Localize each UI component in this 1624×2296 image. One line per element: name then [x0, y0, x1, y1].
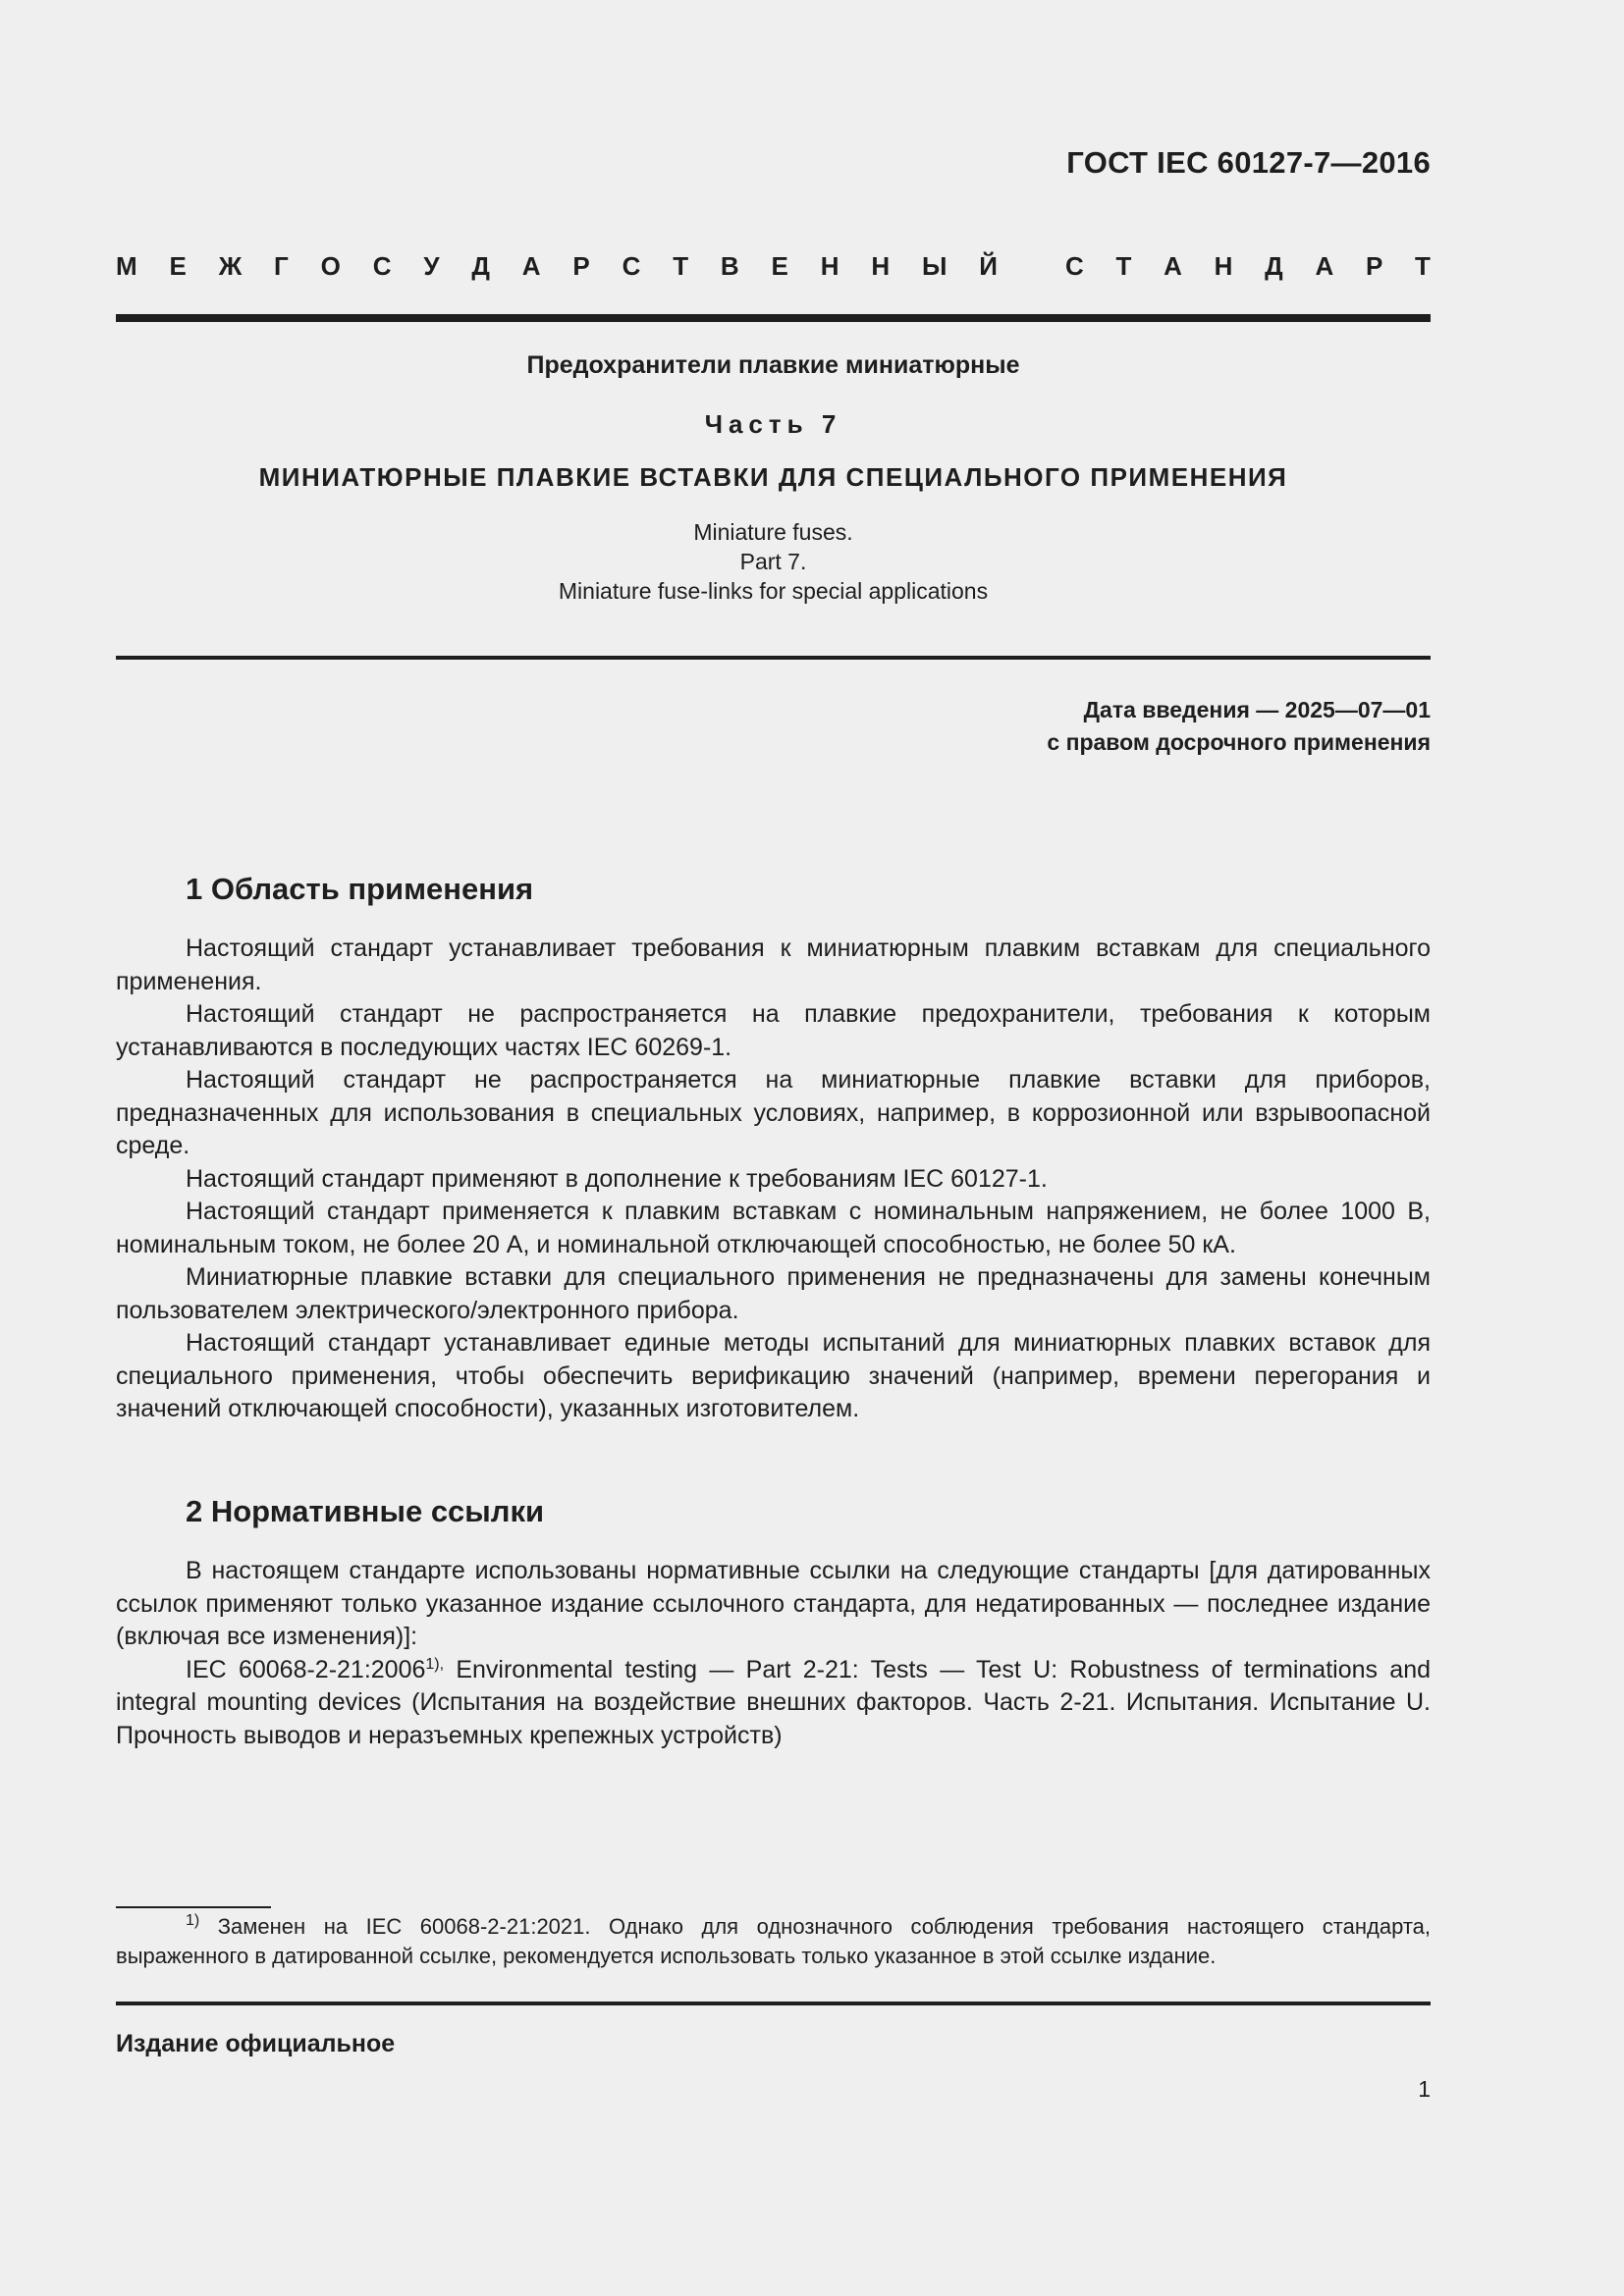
section-body-references: [116, 1555, 1431, 1752]
part-title: МИНИАТЮРНЫЕ ПЛАВКИЕ ВСТАВКИ ДЛЯ СПЕЦИАЛЬНОГО ПРИМЕНЕНИЯ: [258, 462, 1288, 492]
footnote-marker: 1): [186, 1912, 200, 1929]
footnote: [116, 1912, 1431, 1971]
official-edition-label: Издание официальное: [116, 2030, 396, 2057]
banner-letter: Е: [771, 251, 788, 281]
document-title: Предохранители плавкие миниатюрные: [526, 351, 1020, 379]
english-title-line: Miniature fuses.: [693, 519, 853, 545]
banner-letter: Р: [572, 251, 590, 281]
title-divider: [116, 656, 1431, 660]
banner-letter: О: [320, 251, 341, 281]
header-divider: [116, 314, 1431, 322]
part-label: Часть 7: [704, 409, 842, 439]
banner-letter: М: [116, 251, 137, 281]
banner-letter: Г: [274, 251, 289, 281]
paragraph: Настоящий стандарт применяется к плавким вставкам с номинальным напряжением, не более 1000 В, номинальным током, не более 20 А, и номинальной отключающей способностью, не более 50 кА.: [116, 1198, 1431, 1258]
banner-letter: Е: [169, 251, 187, 281]
paragraph: Настоящий стандарт не распространяется на плавкие предохранители, требования к которым устанавливаются в последующих частях IEC 60269-1.: [116, 1000, 1431, 1061]
banner-letter: В: [720, 251, 739, 281]
banner-letter: У: [423, 251, 440, 281]
banner-letter: Д: [471, 251, 490, 281]
banner-letter: А: [521, 251, 541, 281]
banner-letter: Н: [820, 251, 839, 281]
title-block: [116, 351, 1431, 606]
banner-letter: Ж: [218, 251, 243, 281]
banner-letter: Н: [871, 251, 891, 281]
early-application-note: с правом досрочного применения: [1047, 729, 1431, 755]
banner-letter: Н: [1214, 251, 1233, 281]
section-body-scope: [116, 933, 1431, 1426]
reference-entry: [116, 1654, 1431, 1753]
footnote-divider: [116, 1906, 271, 1908]
section-heading-scope: 1 Область применения: [186, 872, 534, 906]
introduction-dates: [1047, 694, 1431, 759]
english-title-line: Part 7.: [739, 549, 807, 574]
banner-letter: Д: [1265, 251, 1283, 281]
banner-letter: С: [622, 251, 641, 281]
standard-banner: [116, 251, 1431, 282]
section-heading-references: 2 Нормативные ссылки: [186, 1494, 545, 1528]
paragraph: Настоящий стандарт не распространяется на миниатюрные плавкие вставки для приборов, предназначенных для использования в специальных условиях, например, в коррозионной или взрывоопасной среде.: [116, 1066, 1431, 1159]
banner-letter: Ы: [921, 251, 947, 281]
footnote-marker: 1),: [425, 1655, 445, 1673]
banner-letter: Т: [673, 251, 689, 281]
banner-word-interstate: [116, 251, 998, 282]
introduction-date: Дата введения — 2025—07—01: [1083, 697, 1431, 722]
banner-letter: С: [372, 251, 392, 281]
paragraph: Миниатюрные плавкие вставки для специального применения не предназначены для замены конечным пользователем электрического/электронного прибора.: [116, 1263, 1431, 1324]
banner-letter: Т: [1415, 251, 1431, 281]
document-page: [116, 0, 1431, 2296]
reference-code: IEC 60068-2-21:2006: [186, 1655, 426, 1683]
document-number: ГОСТ IEC 60127-7—2016: [1066, 145, 1431, 180]
banner-letter: Й: [979, 251, 998, 281]
footer-divider: [116, 2002, 1431, 2005]
banner-letter: Р: [1365, 251, 1383, 281]
footnote-text: Заменен на IEC 60068-2-21:2021. Однако для однозначного соблюдения требования настоящего стандарта, выраженного в датированной ссылке, рекомендуется использовать только указанное в этой ссылке издание.: [116, 1914, 1431, 1968]
page-number: 1: [1418, 2076, 1431, 2102]
banner-letter: Т: [1115, 251, 1132, 281]
banner-word-standard: [1065, 251, 1431, 282]
paragraph: Настоящий стандарт применяют в дополнение к требованиям IEC 60127-1.: [186, 1164, 1048, 1193]
reference-title: Environmental testing — Part 2-21: Tests — Test U: Robustness of terminations and integral mounting devices (Испытания на воздействие внешних факторов. Часть 2-21. Испытания. Испытание U. Прочность выводов и неразъемных крепежных устройств): [116, 1655, 1432, 1749]
english-title: [116, 517, 1431, 606]
banner-letter: А: [1315, 251, 1334, 281]
paragraph: Настоящий стандарт устанавливает единые методы испытаний для миниатюрных плавких вставок для специального применения, чтобы обеспечить верификацию значений (например, времени перегорания и значений отключающей способности), указанных изготовителем.: [116, 1329, 1431, 1422]
banner-letter: А: [1164, 251, 1182, 281]
english-title-line: Miniature fuse-links for special applications: [558, 578, 989, 604]
paragraph: Настоящий стандарт устанавливает требования к миниатюрным плавким вставкам для специального применения.: [116, 934, 1431, 995]
paragraph: В настоящем стандарте использованы нормативные ссылки на следующие стандарты [для датированных ссылок применяют только указанное издание ссылочного стандарта, для недатированных — последнее издание (включая все изменения)]:: [116, 1557, 1431, 1650]
banner-letter: С: [1065, 251, 1084, 281]
